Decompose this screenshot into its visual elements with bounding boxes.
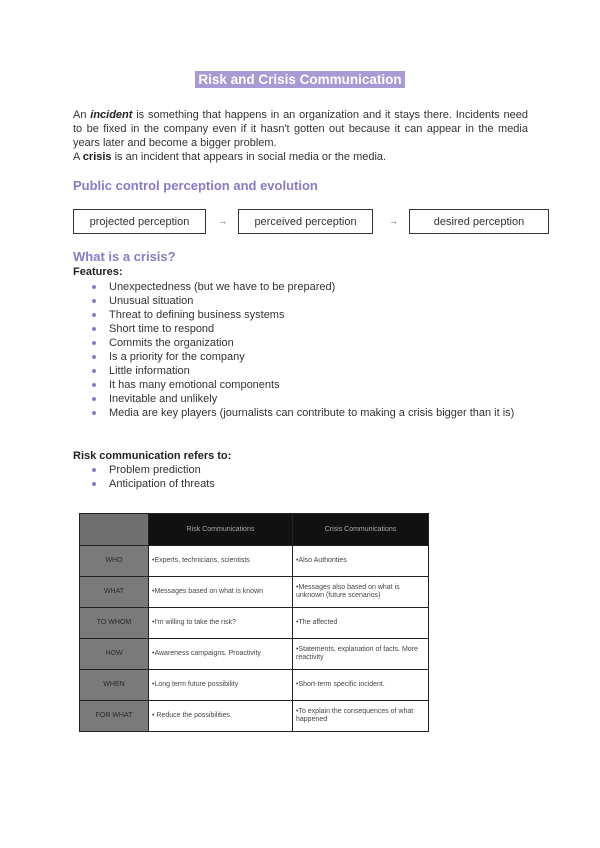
table-cell: •Awareness campaigns. Proactivity <box>149 639 293 670</box>
list-item: Is a priority for the company <box>73 350 528 364</box>
page-title <box>0 71 600 89</box>
table-row <box>80 577 429 608</box>
table-cell: •I'm willing to take the risk? <box>149 608 293 639</box>
incident-pre: An <box>73 109 91 121</box>
list-item: Little information <box>73 364 528 378</box>
risk-communication-label: Risk communication refers to: <box>73 450 232 462</box>
table-cell: •Experts, technicians, scientists <box>149 546 293 577</box>
list-item: Media are key players (journalists can contribute to making a crisis bigger than it is) <box>73 406 528 420</box>
incident-term: incident <box>90 109 133 121</box>
section-heading-crisis: What is a crisis? <box>73 249 176 264</box>
table-cell: • Reduce the possibilities. <box>149 701 293 732</box>
page-title-text: Risk and Crisis Communication <box>195 71 404 88</box>
row-header: WHAT <box>80 577 149 608</box>
list-item: Commits the organization <box>73 336 528 350</box>
list-item: Unexpectedness (but we have to be prepared) <box>73 280 528 294</box>
crisis-paragraph <box>73 150 528 164</box>
list-item: It has many emotional components <box>73 378 528 392</box>
flow-box-desired: desired perception <box>409 209 549 234</box>
list-item: Short time to respond <box>73 322 528 336</box>
flow-box-perceived: perceived perception <box>238 209 373 234</box>
features-label: Features: <box>73 266 123 278</box>
row-header: HOW <box>80 639 149 670</box>
table-row <box>80 670 429 701</box>
table-cell: •Messages also based on what is unknown (future scenarios) <box>293 577 429 608</box>
flow-box-projected: projected perception <box>73 209 206 234</box>
risk-list <box>73 463 528 491</box>
flow-arrow-icon: → <box>389 216 398 226</box>
row-header: FOR WHAT <box>80 701 149 732</box>
crisis-term: crisis <box>82 151 112 163</box>
table-row <box>80 608 429 639</box>
table-cell: •Also Authorities <box>293 546 429 577</box>
table-corner <box>80 514 149 546</box>
table-cell: •Long term future possibility <box>149 670 293 701</box>
crisis-definition: is an incident that appears in social media or the media. <box>111 151 387 163</box>
table-header-crisis: Crisis Communications <box>293 514 429 546</box>
table-cell: •Statements, explanation of facts. More reactivity <box>293 639 429 670</box>
list-item: Threat to defining business systems <box>73 308 528 322</box>
list-item: Anticipation of threats <box>73 477 528 491</box>
features-list <box>73 280 528 420</box>
list-item: Problem prediction <box>73 463 528 477</box>
table-cell: •Short-term specific incident. <box>293 670 429 701</box>
table-row <box>80 701 429 732</box>
flow-arrow-icon: → <box>218 216 227 226</box>
incident-paragraph <box>73 108 528 150</box>
row-header: WHO <box>80 546 149 577</box>
table-row <box>80 546 429 577</box>
list-item: Inevitable and unlikely <box>73 392 528 406</box>
table-cell: •To explain the consequences of what happened <box>293 701 429 732</box>
table-row <box>80 639 429 670</box>
crisis-pre: A <box>73 151 83 163</box>
table-header-risk: Risk Communications <box>149 514 293 546</box>
row-header: WHEN <box>80 670 149 701</box>
section-heading-perception: Public control perception and evolution <box>73 178 318 193</box>
table-cell: •The affected <box>293 608 429 639</box>
row-header: TO WHOM <box>80 608 149 639</box>
table-header-row <box>80 514 429 546</box>
list-item: Unusual situation <box>73 294 528 308</box>
table-cell: •Messages based on what is known <box>149 577 293 608</box>
incident-definition: is something that happens in an organization and it stays there. Incidents need to be fixed in the company even if it hasn't gotten out because it can appear in the media years later and become a bigger problem. <box>73 109 529 149</box>
comparison-table <box>79 513 429 732</box>
